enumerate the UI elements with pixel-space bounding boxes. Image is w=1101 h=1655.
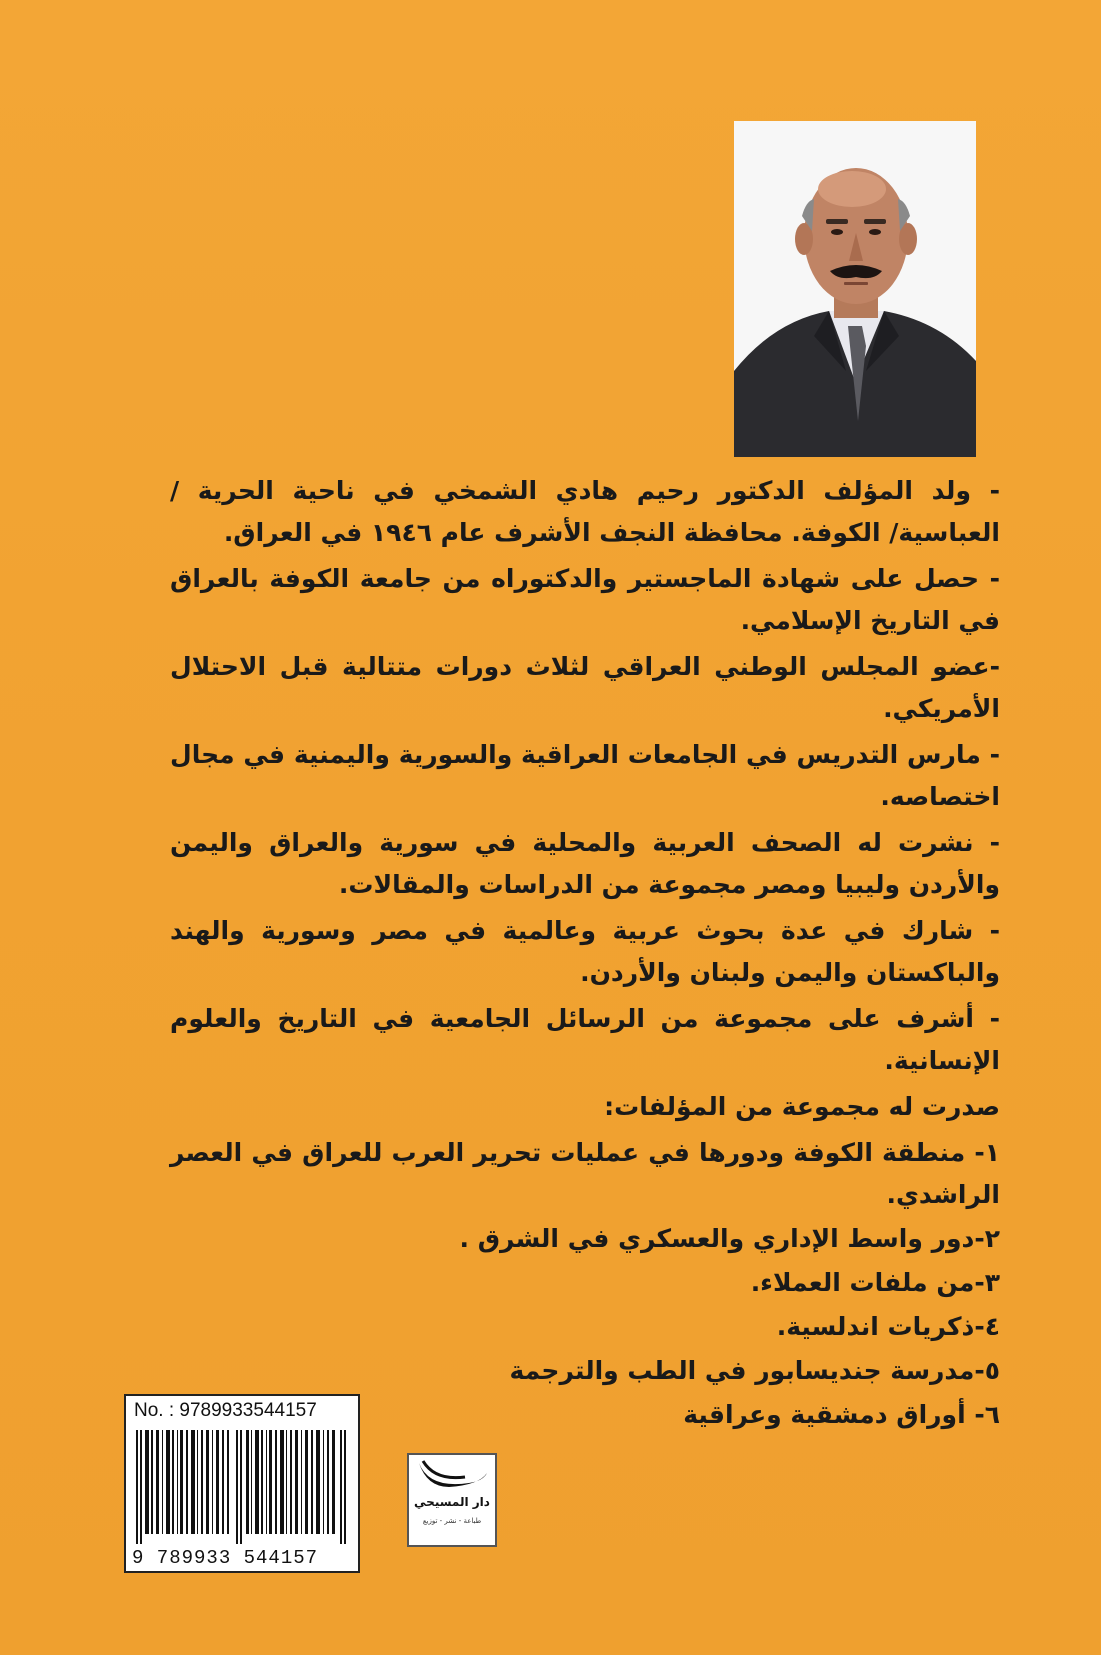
bio-paragraph: - أشرف على مجموعة من الرسائل الجامعية في التاريخ والعلوم الإنسانية. [170,1004,1000,1075]
author-portrait-image [734,121,976,457]
bio-paragraph: - نشرت له الصحف العربية والمحلية في سورية والعراق واليمن والأردن وليبيا ومصر مجموعة من الدراسات والمقالات. [170,828,1000,899]
works-heading: صدرت له مجموعة من المؤلفات: [604,1092,1000,1121]
works-item: ٣-من ملفات العملاء. [750,1268,1000,1297]
publisher-swoosh-icon [409,1455,495,1495]
works-item: ٥-مدرسة جنديسابور في الطب والترجمة [509,1356,1000,1385]
works-item: ٦- أوراق دمشقية وعراقية [683,1400,1000,1429]
bio-paragraph: -عضو المجلس الوطني العراقي لثلاث دورات متتالية قبل الاحتلال الأمريكي. [170,652,1000,723]
publisher-name: دار المسيحي [414,1495,490,1509]
bio-paragraph: - شارك في عدة بحوث عربية وعالمية في مصر وسورية والهند والباكستان واليمن ولبنان والأردن. [170,916,1000,987]
bio-paragraph: - مارس التدريس في الجامعات العراقية والسورية واليمنية في مجال اختصاصه. [170,740,1000,811]
works-item: ٤-ذكريات اندلسية. [776,1312,1000,1341]
publisher-logo [407,1453,497,1547]
isbn-label: No. : 9789933544157 [134,1400,317,1421]
barcode-bars-icon [136,1430,348,1544]
isbn-barcode [124,1394,360,1573]
works-item: ٢-دور واسط الإداري والعسكري في الشرق . [459,1224,1000,1253]
isbn-digits: 9 789933 544157 [132,1547,319,1569]
publisher-tagline: طباعة - نشر - توزيع [422,1517,482,1525]
bio-paragraph: - ولد المؤلف الدكتور رحيم هادي الشمخي في ناحية الحرية / العباسية/ الكوفة. محافظة النجف الأشرف عام ١٩٤٦ في العراق. [170,476,1000,547]
author-biography [170,470,1000,1438]
works-item: ١- منطقة الكوفة ودورها في عمليات تحرير العرب للعراق في العصر الراشدي. [170,1138,1000,1209]
author-photo [734,121,976,457]
bio-paragraph: - حصل على شهادة الماجستير والدكتوراه من جامعة الكوفة بالعراق في التاريخ الإسلامي. [170,564,1000,635]
